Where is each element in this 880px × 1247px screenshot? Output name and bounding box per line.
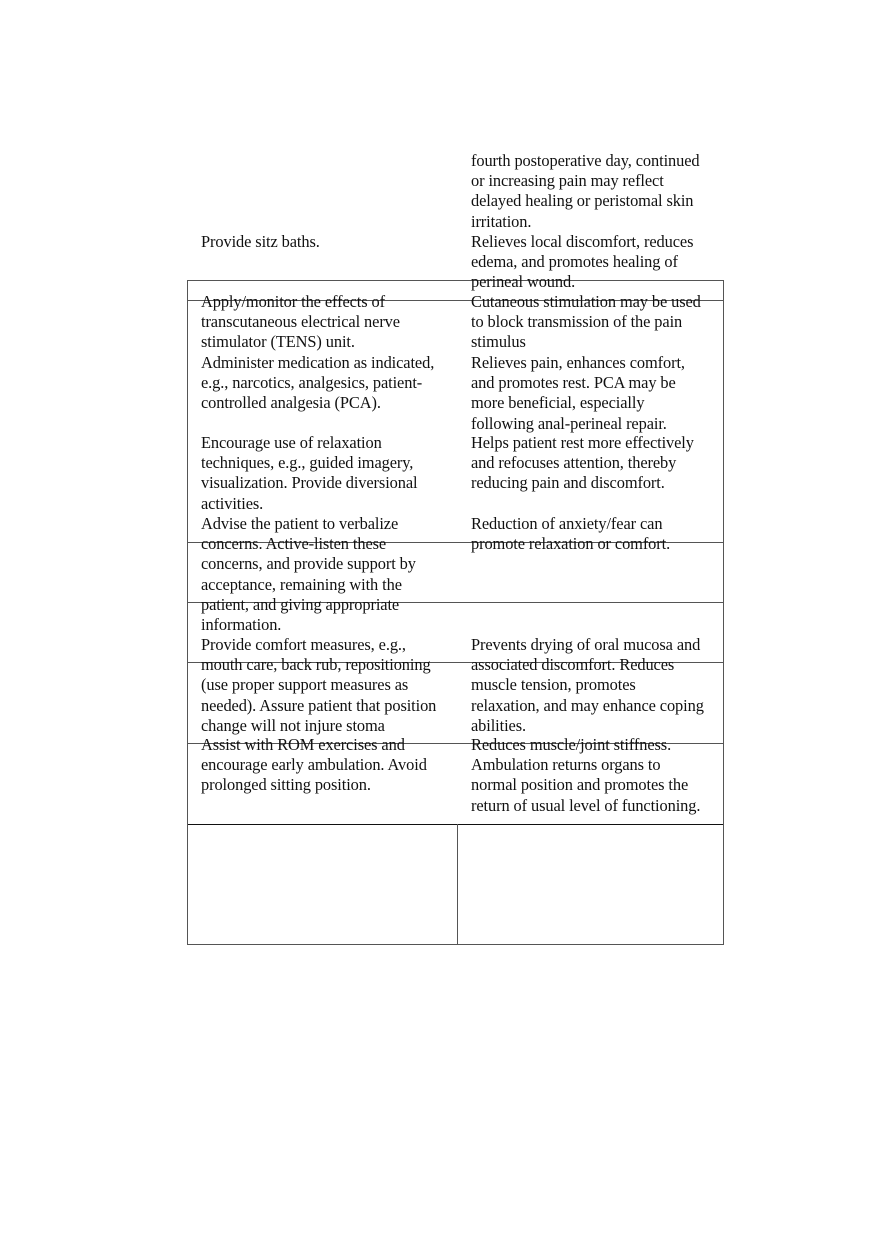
intervention-text: Encourage use of relaxation techniques, e.g., guided imagery, visualization. Provide diversional activities. bbox=[201, 433, 418, 513]
intervention-text: Administer medication as indicated, e.g., narcotics, analgesics, patient- controlled analgesia (PCA). bbox=[201, 353, 435, 413]
table-border-bottom bbox=[187, 944, 724, 945]
rationale-text: Reduces muscle/joint stiffness. Ambulation returns organs to normal position and promotes the return of usual level of functioning. bbox=[471, 735, 701, 815]
table-border-left bbox=[187, 280, 188, 945]
rationale-carryover: fourth postoperative day, continued or increasing pain may reflect delayed healing or peristomal skin irritation. bbox=[471, 151, 700, 231]
column-divider bbox=[457, 824, 458, 945]
rationale-text: Helps patient rest more effectively and refocuses attention, thereby reducing pain and discomfort. bbox=[471, 433, 694, 493]
rationale-text: Relieves pain, enhances comfort, and promotes rest. PCA may be more beneficial, especially following anal-perineal repair. bbox=[471, 353, 685, 433]
table-rule bbox=[187, 824, 724, 825]
intervention-text: Provide comfort measures, e.g., mouth care, back rub, repositioning (use proper support measures as needed). Assure patient that position change will not injure stoma bbox=[201, 635, 437, 735]
rationale-text: Relieves local discomfort, reduces edema, and promotes healing of perineal wound. bbox=[471, 232, 694, 292]
intervention-text: Assist with ROM exercises and encourage early ambulation. Avoid prolonged sitting position. bbox=[201, 735, 427, 795]
intervention-text: Provide sitz baths. bbox=[201, 232, 320, 251]
intervention-text: Apply/monitor the effects of transcutaneous electrical nerve stimulator (TENS) unit. bbox=[201, 292, 400, 352]
intervention-text: Advise the patient to verbalize concerns. Active-listen these concerns, and provide support by acceptance, remaining with the patient, and giving appropriate information. bbox=[201, 514, 416, 635]
rationale-text: Prevents drying of oral mucosa and associated discomfort. Reduces muscle tension, promotes relaxation, and may enhance coping abilities. bbox=[471, 635, 704, 735]
rationale-text: Reduction of anxiety/fear can promote relaxation or comfort. bbox=[471, 514, 671, 554]
rationale-text: Cutaneous stimulation may be used to block transmission of the pain stimulus bbox=[471, 292, 701, 352]
